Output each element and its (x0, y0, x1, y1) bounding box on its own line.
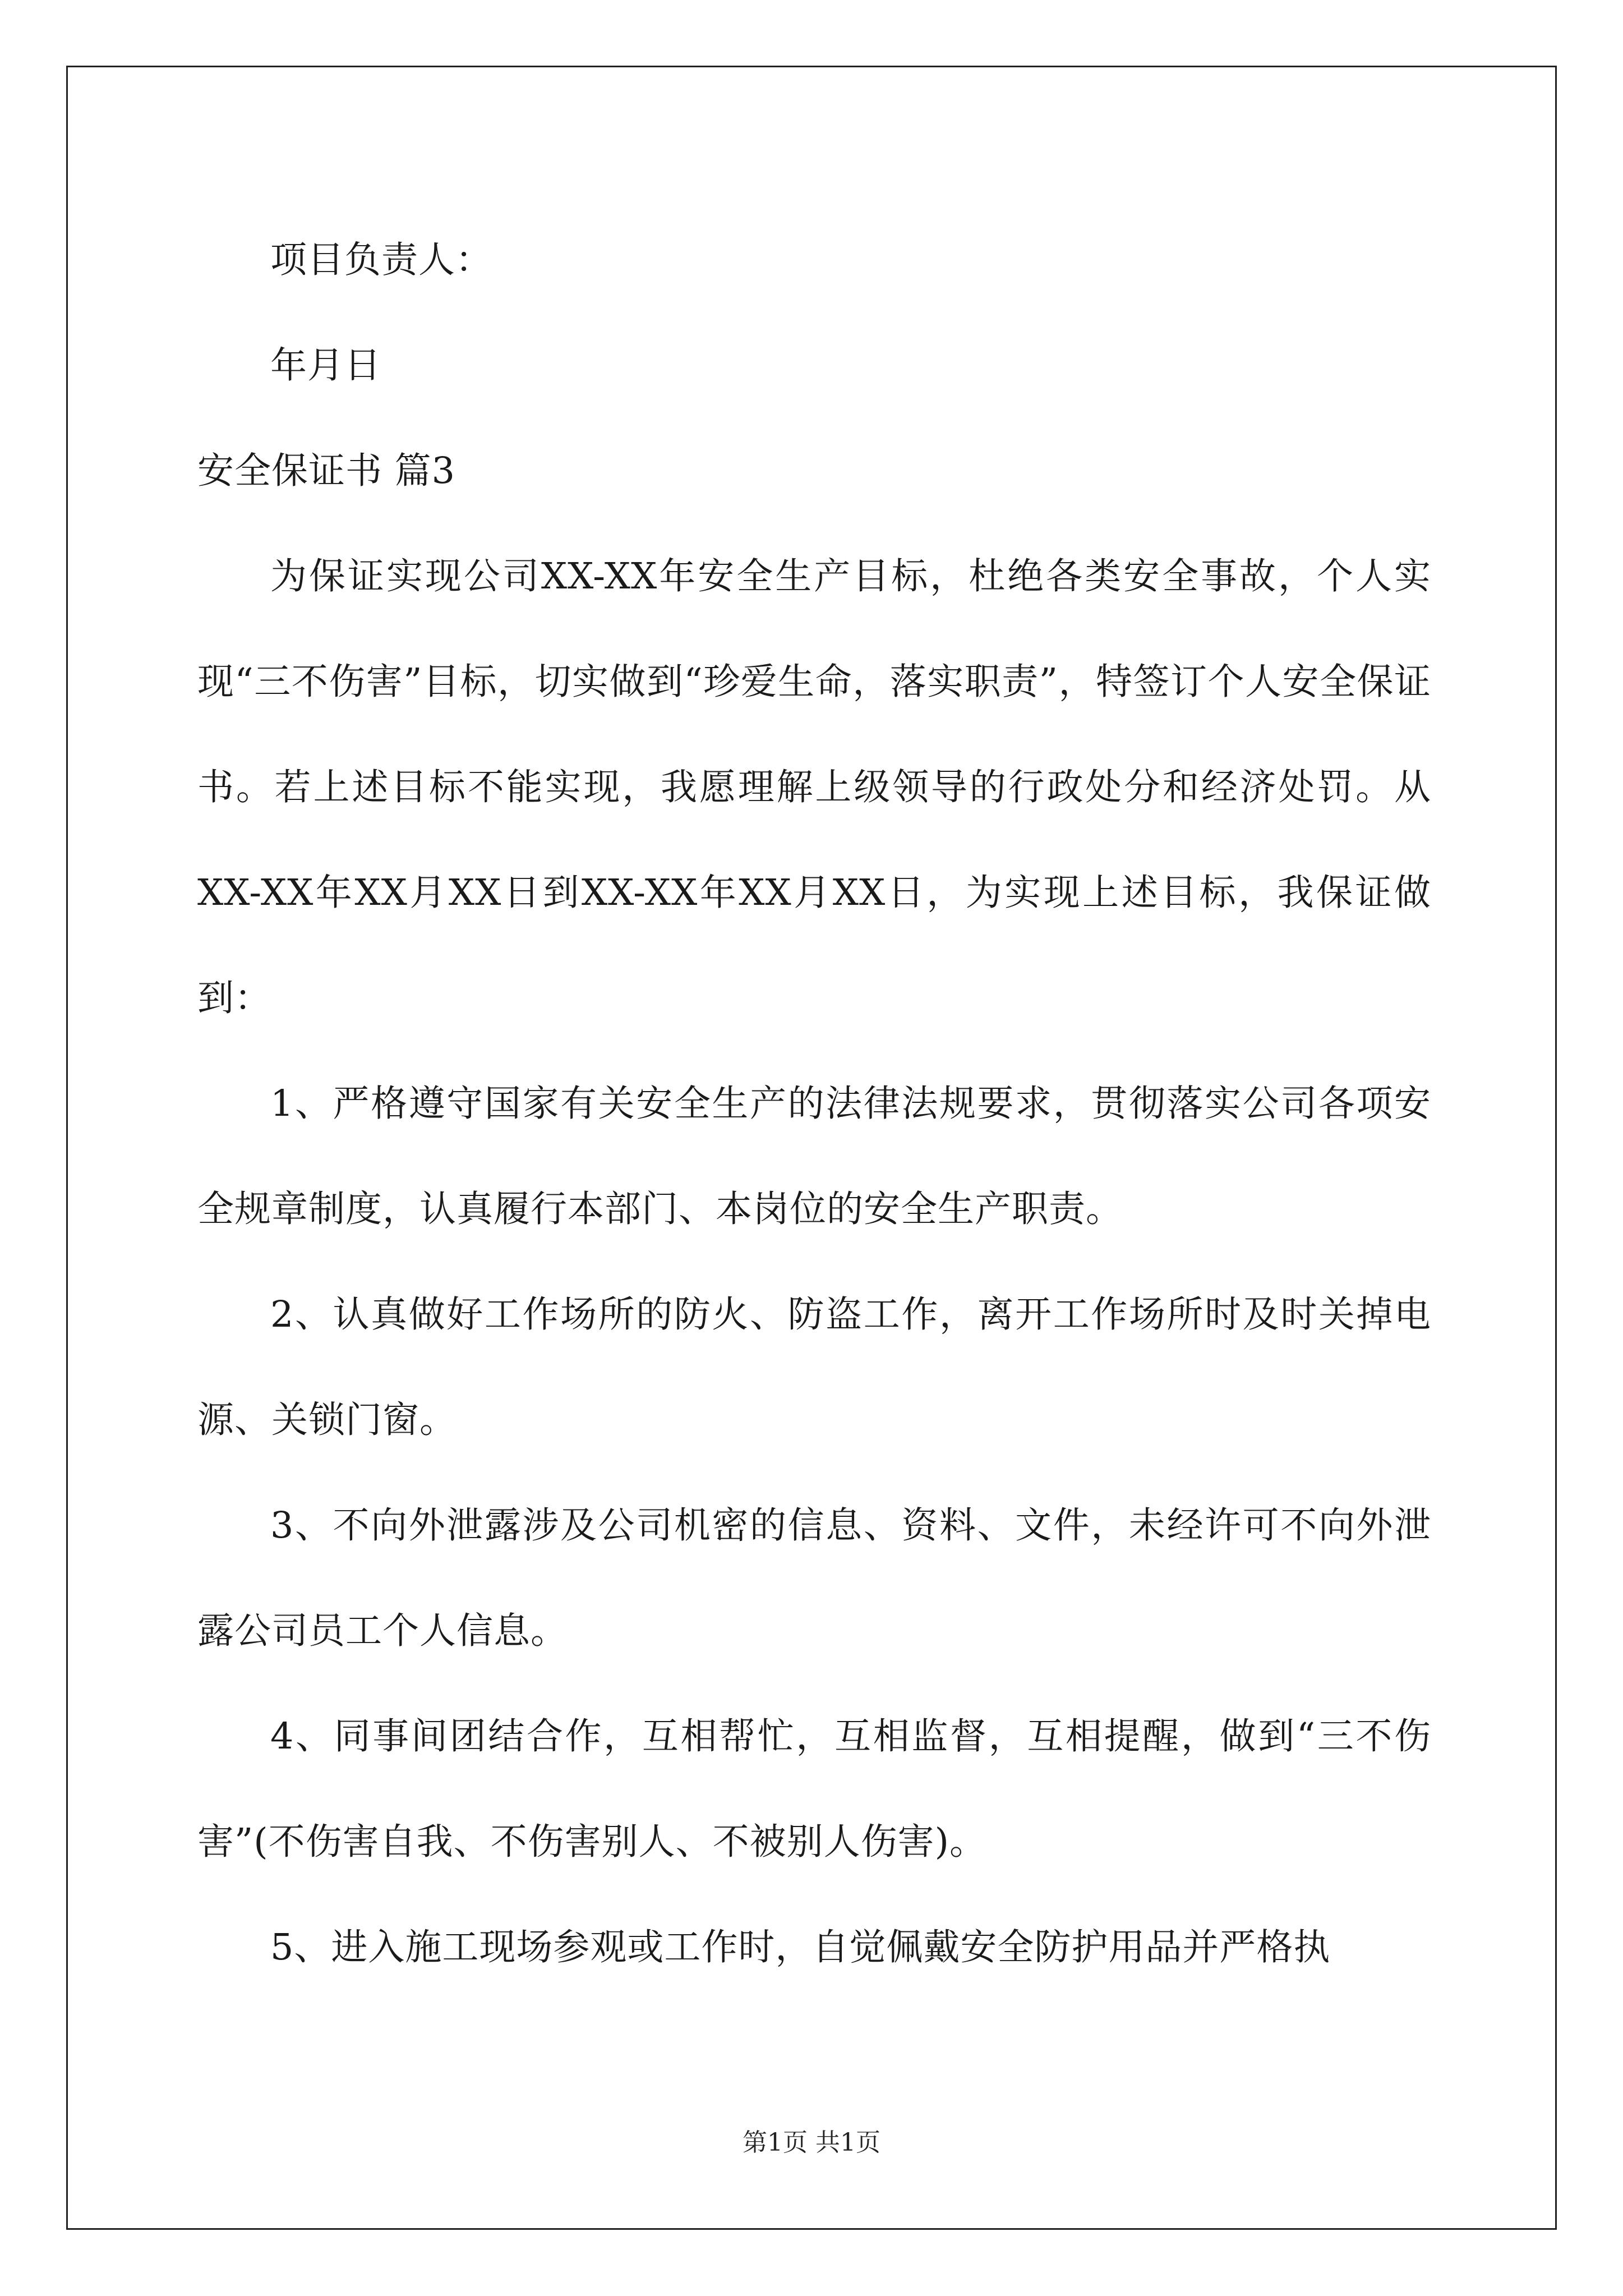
paragraph-item-2: 2、认真做好工作场所的防火、防盗工作，离开工作场所时及时关掉电源、关锁门窗。 (197, 1294, 1431, 1441)
signature-label: 项目负责人： (270, 239, 493, 281)
document-body (197, 208, 1431, 2000)
paragraph-item-3: 3、不向外泄露涉及公司机密的信息、资料、文件，未经许可不向外泄露公司员工个人信息。 (197, 1504, 1431, 1652)
paragraph-item-4: 4、同事间团结合作，互相帮忙，互相监督，互相提醒，做到“三不伤害”(不伤害自我、不伤害别人、不被别人伤害)。 (197, 1715, 1431, 1863)
paragraph-intro: 为保证实现公司XX-XX年安全生产目标，杜绝各类安全事故，个人实现“三不伤害”目标，切实做到“珍爱生命，落实职责”，特签订个人安全保证书。若上述目标不能实现，我愿理解上级领导的行政处分和经济处罚。从XX-XX年XX月XX日到XX-XX年XX月XX日，为实现上述目标，我保证做到： (197, 555, 1431, 1019)
paragraph-item-1: 1、严格遵守国家有关安全生产的法律法规要求，贯彻落实公司各项安全规章制度，认真履行本部门、本岗位的安全生产职责。 (197, 1083, 1431, 1230)
date-label: 年月日 (270, 344, 382, 386)
section-title: 安全保证书 篇3 (197, 450, 456, 492)
paragraph-item-5: 5、进入施工现场参观或工作时，自觉佩戴安全防护用品并严格执 (270, 1926, 1331, 1968)
page-footer: 第1页 共1页 (743, 2128, 880, 2157)
